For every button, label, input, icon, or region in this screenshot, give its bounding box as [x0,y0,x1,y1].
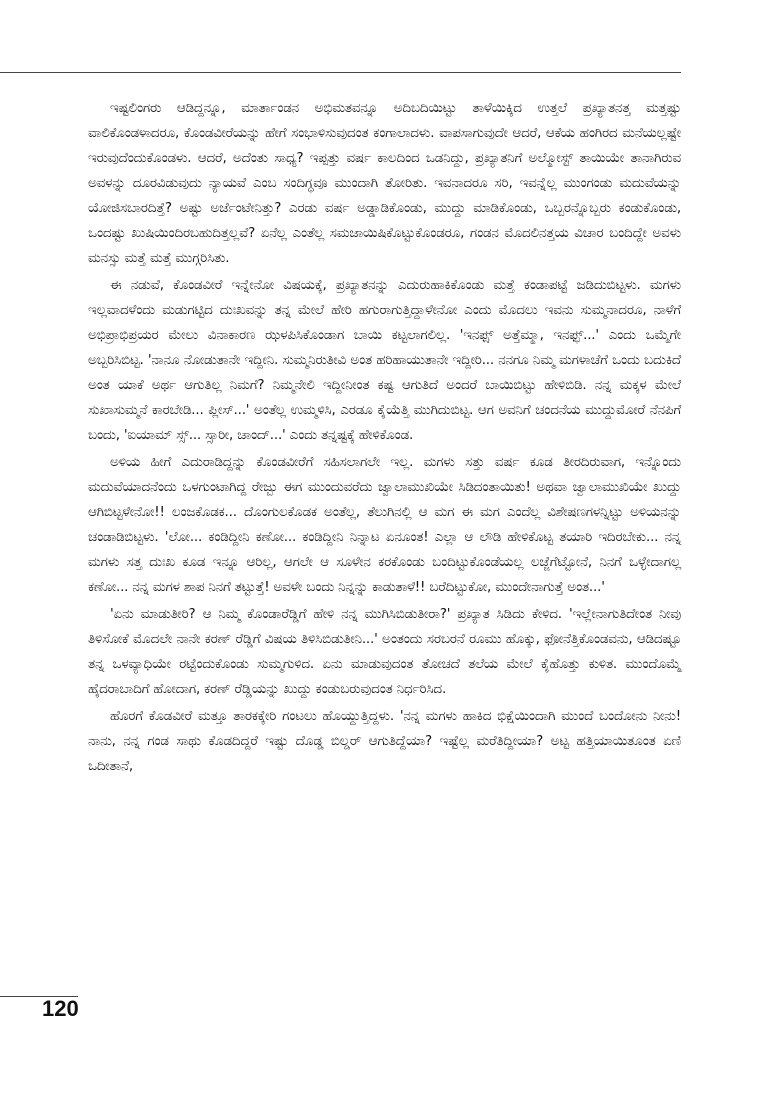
paragraph-5: ಹೊರಗೆ ಕೊಡವೀರೆ ಮತ್ತೂ ತಾರಕಕ್ಕೇರಿ ಗಂಟಲು ಹೊಯ್ದುತ್ತಿದ್ದಳು. 'ನನ್ನ ಮಗಳು ಹಾಕಿದ ಭಿಕ್ಷೆಯಿಂದಾಗಿ ಮುಂದೆ ಬಂದೋನು ನೀನು! ನಾನು, ನನ್ನ ಗಂಡ ಸಾಥು ಕೊಡದಿದ್ದರೆ ಇಷ್ಟು ದೊಡ್ಡ ಬಿಲ್ಡರ್ ಆಗುತಿದ್ದೆಯಾ? ಇಷ್ಟೆಲ್ಲ ಮರೆತಿದ್ದೀಯಾ? ಅಟ್ಟ ಹತ್ತಿಯಾಯಿತೂಂತ ಏಣಿ ಒದೀತಾನೆ, [88,708,681,774]
body-text [88,96,681,781]
paragraph-1: ಇಷ್ಟಲಿಂಗರು ಆಡಿದ್ದನ್ನೂ, ಮಾರ್ತಾಂಡನ ಅಭಿಮತವನ್ನೂ ಅದಿಬದಿಯಿಟ್ಟು ತಾಳೆಯಿಕ್ಕಿದ ಉತ್ತಲೆ ಪ್ರಖ್ಯಾತನತ್ತ ಮತ್ತಷ್ಟು ವಾಲಿಕೊಂಡಳಾದರೂ, ಕೊಂಡವೀರೆಯನ್ನು ಹೇಗೆ ಸಂಭಾಳಿಸುವುದಂತ ಕಂಗಾಲಾದಳು. ವಾಪಸಾಗುವುದೇ ಆದರೆ, ಆಕೆಯ ಹಂಗಿರದ ಮನೆಯಲ್ಲಷ್ಟೇ ಇರುವುದೆಂದುಕೊಂಡಳು. ಆದರೆ, ಅದೆಂತು ಸಾಧ್ಯ? ಇಪ್ಪತ್ತು ವರ್ಷ ಕಾಲದಿಂದ ಒಡನಿದ್ದು, ಪ್ರಖ್ಯಾತನಿಗೆ ಅಲ್ಮೋಸ್ಟ್ ತಾಯಿಯೇ ತಾನಾಗಿರುವ ಅವಳನ್ನು ದೂರವಿಡುವುದು ನ್ಯಾಯವೆ ಎಂಬ ಸಂದಿಗ್ಧವೂ ಮುಂದಾಗಿ ತೋರಿತು. ಇವನಾದರೂ ಸರಿ, ಇವನ್ನೆಲ್ಲ ಮುಂಗಂಡು ಮದುವೆಯನ್ನು ಯೋಜಿಸಬಾರದಿತ್ತೆ? ಅಷ್ಟು ಅರ್ಜೆಂಟೇನಿತ್ತು? ಎರಡು ವರ್ಷ ಅಡ್ಡಾಡಿಕೊಂಡು, ಮುದ್ದು ಮಾಡಿಕೊಂಡು, ಒಬ್ಬರನ್ನೊಬ್ಬರು ಕಂಡುಕೊಂಡು, ಒಂದಷ್ಟು ಖುಷಿಯಿಂದಿರಬಹುದಿತ್ತಲ್ಲವೆ? ಏನೆಲ್ಲ ಎಂತೆಲ್ಲ ಸಮಜಾಯಿಷಿಕೊಟ್ಟುಕೊಂಡರೂ, ಗಂಡನ ಮೊದಲಿನತ್ತಯ ವಿಚಾರ ಬಂದಿದ್ದೇ ಅವಳು ಮನಸ್ಸು ಮತ್ತೆ ಮತ್ತೆ ಮುಗ್ಗರಿಸಿತು. [88,100,681,266]
page-number: 120 [42,996,79,1021]
paragraph-3: ಅಳಿಯ ಹೀಗೆ ಎದುರಾಡಿದ್ದನ್ನು ಕೊಂಡವೀರೆಗೆ ಸಹಿಸಲಾಗಲೇ ಇಲ್ಲ. ಮಗಳು ಸತ್ತು ವರ್ಷ ಕೂಡ ತೀರದಿರುವಾಗ, ಇನ್ನೊಂದು ಮದುವೆಯಾದನೆಂದು ಒಳಗುಂಟಾಗಿದ್ದ ರೇಜ್ಬು ಈಗ ಮುಂದುವರೆದು ಜ್ವಾಲಾಮುಖಿಯೇ ಸಿಡಿದಂತಾಯಿತು! ಅಥವಾ ಜ್ವಾಲಾಮುಖಿಯೇ ಖುದ್ದು ಆಗಿಬಿಟ್ಟಳೇನೋ!! ಲಂಜಕೊಡಕ... ದೊಂಗುಲಕೊಡಕ ಅಂತೆಲ್ಲ, ತೆಲುಗಿನಲ್ಲಿ ಆ ಮಗ ಈ ಮಗ ಎಂದೆಲ್ಲ ವಿಶೇಷಣಗಳನ್ನಿಟ್ಟು ಅಳಿಯನನ್ನು ಚಂಡಾಡಿಬಿಟ್ಟಳು. 'ಲೋ... ಕಂಡಿದ್ದೀನಿ ಕಣೋ... ಕಂಡಿದ್ದೀನಿ ನಿನ್ನಾಟ ಏನೂಂತ! ಎಲ್ಲಾ ಆ ಲೌಡಿ ಹೇಳಿಕೊಟ್ಟ ತಯಾರಿ ಇದಿರಬೇಕು... ನನ್ನ ಮಗಳು ಸತ್ತ ದುಃಖ ಕೂಡ ಇನ್ನೂ ಆರಿಲ್ಲ, ಆಗಲೇ ಆ ಸೂಳೇನ ಕರಕೊಂಡು ಬಂದಿಟ್ಟುಕೊಂಡೆಯಲ್ಲ ಲಜ್ಜೆಗೆಟ್ಟೋನೆ, ನಿನಗೆ ಒಳ್ಳೇದಾಗಲ್ಲ ಕಣೋ... ನನ್ನ ಮಗಳ ಶಾಪ ನಿನಗೆ ತಟ್ಟುತ್ತೆ! ಅವಳೇ ಬಂದು ನಿನ್ನನ್ನು ಕಾಡುತಾಳೆ!! ಬರೆದಿಟ್ಟುಕೋ, ಮುಂದೇನಾಗುತ್ತೆ ಅಂತ...' [88,454,681,595]
paragraph-2: ಈ ನಡುವೆ, ಕೊಂಡವೀರೆ ಇನ್ನೇನೋ ವಿಷಯಕ್ಕೆ, ಪ್ರಖ್ಯಾತನನ್ನು ಎದುರುಹಾಕಿಕೊಂಡು ಮತ್ತೆ ಕಂಡಾಪಟ್ಟೆ ಜಡಿದುಬಿಟ್ಟಳು. ಮಗಳು ಇಲ್ಲವಾದಳೆಂದು ಮಡುಗಟ್ಟಿದ ದುಃಖವನ್ನು ತನ್ನ ಮೇಲೆ ಹೇರಿ ಹಗುರಾಗುತ್ತಿದ್ದಾಳೇನೋ ಎಂದು ಮೊದಲು ಇವನು ಸುಮ್ಮನಾದರೂ, ನಾಳೆಗೆ ಅಭಿಪ್ರಾಭಿಪ್ರಯರ ಮೇಲು ವಿನಾಕಾರಣ ಝಳಪಿಸಿಕೊಂಡಾಗ ಬಾಯಿ ಕಟ್ಟಲಾಗಲಿಲ್ಲ. 'ಇನಫ್ಸ್ ಅತ್ತೆಮ್ಮಾ, ಇನಫ್ಫ್...' ಎಂದು ಒಮ್ಮೆಗೇ ಅಬ್ಬರಿಸಿಬಿಟ್ಟ. 'ನಾನೂ ನೋಡುತಾನೇ ಇದ್ದೀನಿ. ಸುಮ್ಮನಿರುತೀವಿ ಅಂತ ಹರಿಹಾಯುತಾನೇ ಇದ್ದೀರಿ... ನನಗೂ ನಿಮ್ಮ ಮಗಳಾಚೆಗೆ ಒಂದು ಬದುಕಿದೆ ಅಂತ ಯಾಕೆ ಅರ್ಥ ಆಗುತಿಲ್ಲ ನಿಮಗೆ? ನಿಮ್ಮನೇಲಿ ಇದ್ದೀನೀಂತ ಕಷ್ಟ ಆಗುತಿದೆ ಅಂದರೆ ಬಾಯಿಬಿಟ್ಟು ಹೇಳಿಬಿಡಿ. ನನ್ನ ಮಕ್ಕಳ ಮೇಲೆ ಸುಖಾಸುಮ್ಮನೆ ಕಾರಬೇಡಿ... ಪ್ಲೀಸ್...' ಅಂತೆಲ್ಲ ಉಮ್ಮಳಿಸಿ, ಎರಡೂ ಕೈಯೆತ್ತಿ ಮುಗಿದುಬಿಟ್ಟ. ಆಗ ಅವನಿಗೆ ಚಂದನೆಯ ಮುದ್ದುಮೋರೆ ನೆನಪಿಗೆ ಬಂದು, 'ಐಯಾಮ್ ಸ್ಸ್... ಸ್ಸಾರೀ, ಚಾಂದ್...' ಎಂದು ತನ್ನಷ್ಟಕ್ಕೆ ಹೇಳಿಕೊಂಡ. [88,277,681,443]
paragraph-4: 'ಏನು ಮಾಡುತೀರಿ? ಆ ನಿಮ್ಮ ಕೊಂಡಾರೆಡ್ಡಿಗೆ ಹೇಳಿ ನನ್ನ ಮುಗಿಸಿಬಿಡುತೀರಾ?' ಪ್ರಖ್ಯಾತ ಸಿಡಿದು ಕೇಳಿದ. 'ಇಲ್ಲೇನಾಗುತಿದೇಂತ ನೀವು ತಿಳಿಸೋಕೆ ಮೊದಲೇ ನಾನೇ ಕರಣ್ ರೆಡ್ಡಿಗೆ ವಿಷಯ ತಿಳಿಸಿಬಿಡುತೀನಿ...' ಅಂತಂದು ಸರಬರನೆ ರೂಮು ಹೊಕ್ಕು, ಫೋನೆತ್ತಿಕೊಂಡವನು, ಆಡಿದಷ್ಟೂ ತನ್ನ ಒಳವ್ಯಾಧಿಯೇ ರಟ್ಟೆಂದುಕೊಂಡು ಸುಮ್ಮಗುಳಿದ. ಏನು ಮಾಡುವುದಂತ ತೋಚದೆ ತಲೆಯ ಮೇಲೆ ಕೈಹೊತ್ತು ಕುಳಿತ. ಮುಂದೊಮ್ಮೆ ಹೈದರಾಬಾದಿಗೆ ಹೋದಾಗ, ಕರಣ್ ರೆಡ್ಡಿಯನ್ನು ಖುದ್ದು ಕಂಡುಬರುವುದಂತ ನಿರ್ಧರಿಸಿದ. [88,606,681,697]
top-rule [0,72,681,73]
